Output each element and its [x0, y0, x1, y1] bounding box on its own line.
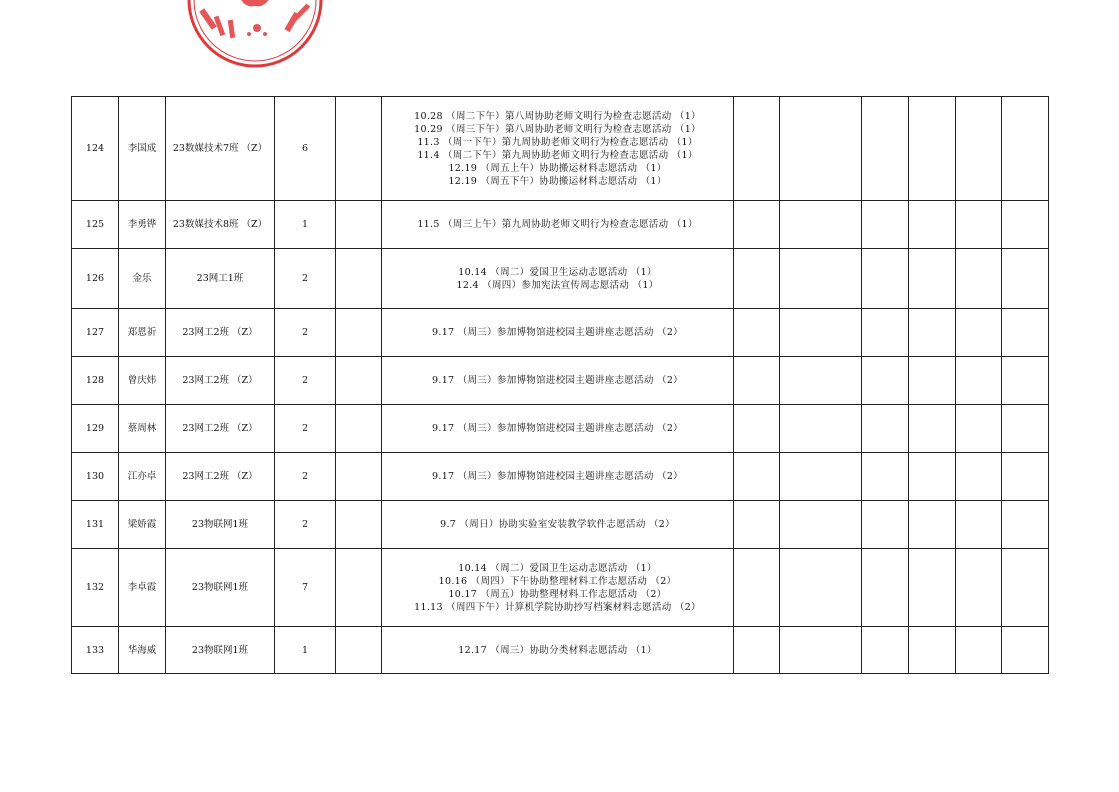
activities-cell — [382, 97, 734, 201]
class-name-cell: 23数媒技术8班 （Z） — [166, 201, 275, 249]
empty-cell — [734, 357, 780, 405]
class-name-cell: 23物联网1班 — [166, 501, 275, 549]
empty-cell — [780, 249, 862, 309]
class-name-cell: 23物联网1班 — [166, 549, 275, 627]
activity-line: 12.4 （周四）参加宪法宣传周志愿活动 （1） — [456, 279, 659, 291]
empty-cell — [956, 309, 1002, 357]
empty-cell — [909, 453, 956, 501]
activities-cell — [382, 405, 734, 453]
empty-cell — [734, 249, 780, 309]
empty-cell — [862, 549, 909, 627]
student-name-cell: 梁娇霞 — [119, 501, 166, 549]
activity-line: 9.17 （周三）参加博物馆进校园主题讲座志愿活动 （2） — [432, 327, 683, 338]
activities-cell — [382, 549, 734, 627]
class-name-cell: 23网工2班 （Z） — [166, 357, 275, 405]
empty-cell — [862, 357, 909, 405]
table-row — [72, 357, 1049, 405]
empty-cell — [862, 249, 909, 309]
empty-cell — [909, 501, 956, 549]
row-number-cell: 126 — [72, 249, 119, 309]
empty-cell — [1002, 309, 1049, 357]
table-row — [72, 501, 1049, 549]
empty-cell — [734, 201, 780, 249]
hours-cell: 1 — [275, 201, 336, 249]
activities-cell — [382, 501, 734, 549]
hours-cell: 2 — [275, 249, 336, 309]
activity-line: 12.17 （周三）协助分类材料志愿活动 （1） — [458, 644, 657, 656]
row-number-cell: 127 — [72, 309, 119, 357]
activities-cell — [382, 627, 734, 674]
activity-line: 9.17 （周三）参加博物馆进校园主题讲座志愿活动 （2） — [432, 423, 683, 434]
student-name-cell: 曾庆炜 — [119, 357, 166, 405]
volunteer-hours-table — [71, 96, 1049, 674]
empty-cell — [734, 549, 780, 627]
student-name-cell: 华海威 — [119, 627, 166, 674]
table-row — [72, 627, 1049, 674]
hours-cell: 2 — [275, 405, 336, 453]
empty-cell — [336, 501, 382, 549]
empty-cell — [862, 627, 909, 674]
table-row — [72, 549, 1049, 627]
class-name-cell: 23网工2班 （Z） — [166, 405, 275, 453]
table-row — [72, 201, 1049, 249]
student-name-cell: 郑恩祈 — [119, 309, 166, 357]
hours-cell: 6 — [275, 97, 336, 201]
empty-cell — [1002, 201, 1049, 249]
empty-cell — [336, 453, 382, 501]
empty-cell — [336, 249, 382, 309]
table-row — [72, 453, 1049, 501]
activity-line: 10.14 （周二）爱国卫生运动志愿活动 （1） — [458, 562, 657, 574]
activity-line: 12.19 （周五下午）协助搬运材料志愿活动 （1） — [448, 175, 667, 187]
empty-cell — [909, 309, 956, 357]
empty-cell — [1002, 549, 1049, 627]
empty-cell — [780, 627, 862, 674]
table-row — [72, 405, 1049, 453]
table-row — [72, 97, 1049, 201]
empty-cell — [780, 453, 862, 501]
table-row — [72, 249, 1049, 309]
empty-cell — [780, 201, 862, 249]
empty-cell — [734, 405, 780, 453]
empty-cell — [956, 97, 1002, 201]
hours-cell: 2 — [275, 453, 336, 501]
activity-line: 12.19 （周五上午）协助搬运材料志愿活动 （1） — [448, 162, 667, 174]
activity-line: 9.17 （周三）参加博物馆进校园主题讲座志愿活动 （2） — [432, 375, 683, 386]
empty-cell — [1002, 627, 1049, 674]
hours-cell: 1 — [275, 627, 336, 674]
row-number-cell: 124 — [72, 97, 119, 201]
empty-cell — [336, 405, 382, 453]
empty-cell — [956, 453, 1002, 501]
empty-cell — [862, 453, 909, 501]
student-name-cell: 李勇铧 — [119, 201, 166, 249]
row-number-cell: 132 — [72, 549, 119, 627]
row-number-cell: 125 — [72, 201, 119, 249]
activity-line: 10.14 （周二）爱国卫生运动志愿活动 （1） — [458, 266, 657, 278]
row-number-cell: 128 — [72, 357, 119, 405]
activities-cell — [382, 201, 734, 249]
empty-cell — [780, 405, 862, 453]
activity-line: 11.5 （周三上午）第九周协助老师文明行为检查志愿活动 （1） — [417, 219, 698, 230]
empty-cell — [336, 201, 382, 249]
activity-line: 9.17 （周三）参加博物馆进校园主题讲座志愿活动 （2） — [432, 471, 683, 482]
empty-cell — [734, 453, 780, 501]
empty-cell — [909, 249, 956, 309]
empty-cell — [909, 357, 956, 405]
activities-cell — [382, 453, 734, 501]
class-name-cell: 23网工2班 （Z） — [166, 309, 275, 357]
empty-cell — [1002, 405, 1049, 453]
empty-cell — [780, 357, 862, 405]
activity-line: 11.13 （周四下午）计算机学院协助抄写档案材料志愿活动 （2） — [414, 601, 701, 613]
hours-cell: 7 — [275, 549, 336, 627]
activity-line: 9.7 （周日）协助实验室安装教学软件志愿活动 （2） — [440, 519, 675, 530]
empty-cell — [336, 309, 382, 357]
empty-cell — [734, 627, 780, 674]
empty-cell — [1002, 453, 1049, 501]
empty-cell — [862, 309, 909, 357]
empty-cell — [780, 501, 862, 549]
hours-cell: 2 — [275, 309, 336, 357]
official-seal-icon — [185, 0, 325, 68]
empty-cell — [734, 309, 780, 357]
class-name-cell: 23网工1班 — [166, 249, 275, 309]
empty-cell — [734, 501, 780, 549]
student-name-cell: 江亦卓 — [119, 453, 166, 501]
activity-line: 10.28 （周二下午）第八周协助老师文明行为检查志愿活动 （1） — [414, 110, 701, 122]
empty-cell — [1002, 249, 1049, 309]
empty-cell — [1002, 357, 1049, 405]
activities-cell — [382, 309, 734, 357]
row-number-cell: 130 — [72, 453, 119, 501]
activity-line: 10.16 （周四）下午协助整理材料工作志愿活动 （2） — [438, 575, 677, 587]
row-number-cell: 131 — [72, 501, 119, 549]
empty-cell — [909, 549, 956, 627]
empty-cell — [909, 97, 956, 201]
class-name-cell: 23物联网1班 — [166, 627, 275, 674]
empty-cell — [336, 357, 382, 405]
empty-cell — [909, 201, 956, 249]
hours-cell: 2 — [275, 501, 336, 549]
activity-line: 11.3 （周一下午）第九周协助老师文明行为检查志愿活动 （1） — [417, 136, 698, 148]
empty-cell — [909, 627, 956, 674]
empty-cell — [862, 501, 909, 549]
empty-cell — [336, 549, 382, 627]
student-name-cell: 李国成 — [119, 97, 166, 201]
activity-line: 11.4 （周二下午）第九周协助老师文明行为检查志愿活动 （1） — [417, 149, 698, 161]
student-name-cell: 金乐 — [119, 249, 166, 309]
activity-line: 10.17 （周五）协助整理材料工作志愿活动 （2） — [448, 588, 667, 600]
empty-cell — [1002, 501, 1049, 549]
activity-line: 10.29 （周三下午）第八周协助老师文明行为检查志愿活动 （1） — [414, 123, 701, 135]
empty-cell — [780, 309, 862, 357]
empty-cell — [956, 405, 1002, 453]
hours-cell: 2 — [275, 357, 336, 405]
activities-cell — [382, 249, 734, 309]
empty-cell — [956, 627, 1002, 674]
class-name-cell: 23网工2班 （Z） — [166, 453, 275, 501]
class-name-cell: 23数媒技术7班 （Z） — [166, 97, 275, 201]
empty-cell — [780, 549, 862, 627]
row-number-cell: 133 — [72, 627, 119, 674]
empty-cell — [862, 405, 909, 453]
empty-cell — [336, 97, 382, 201]
empty-cell — [1002, 97, 1049, 201]
empty-cell — [862, 201, 909, 249]
empty-cell — [956, 357, 1002, 405]
empty-cell — [862, 97, 909, 201]
empty-cell — [956, 549, 1002, 627]
student-name-cell: 李卓霞 — [119, 549, 166, 627]
row-number-cell: 129 — [72, 405, 119, 453]
activities-cell — [382, 357, 734, 405]
empty-cell — [909, 405, 956, 453]
empty-cell — [956, 501, 1002, 549]
student-name-cell: 蔡周林 — [119, 405, 166, 453]
empty-cell — [956, 249, 1002, 309]
empty-cell — [336, 627, 382, 674]
empty-cell — [956, 201, 1002, 249]
empty-cell — [734, 97, 780, 201]
table-row — [72, 309, 1049, 357]
empty-cell — [780, 97, 862, 201]
